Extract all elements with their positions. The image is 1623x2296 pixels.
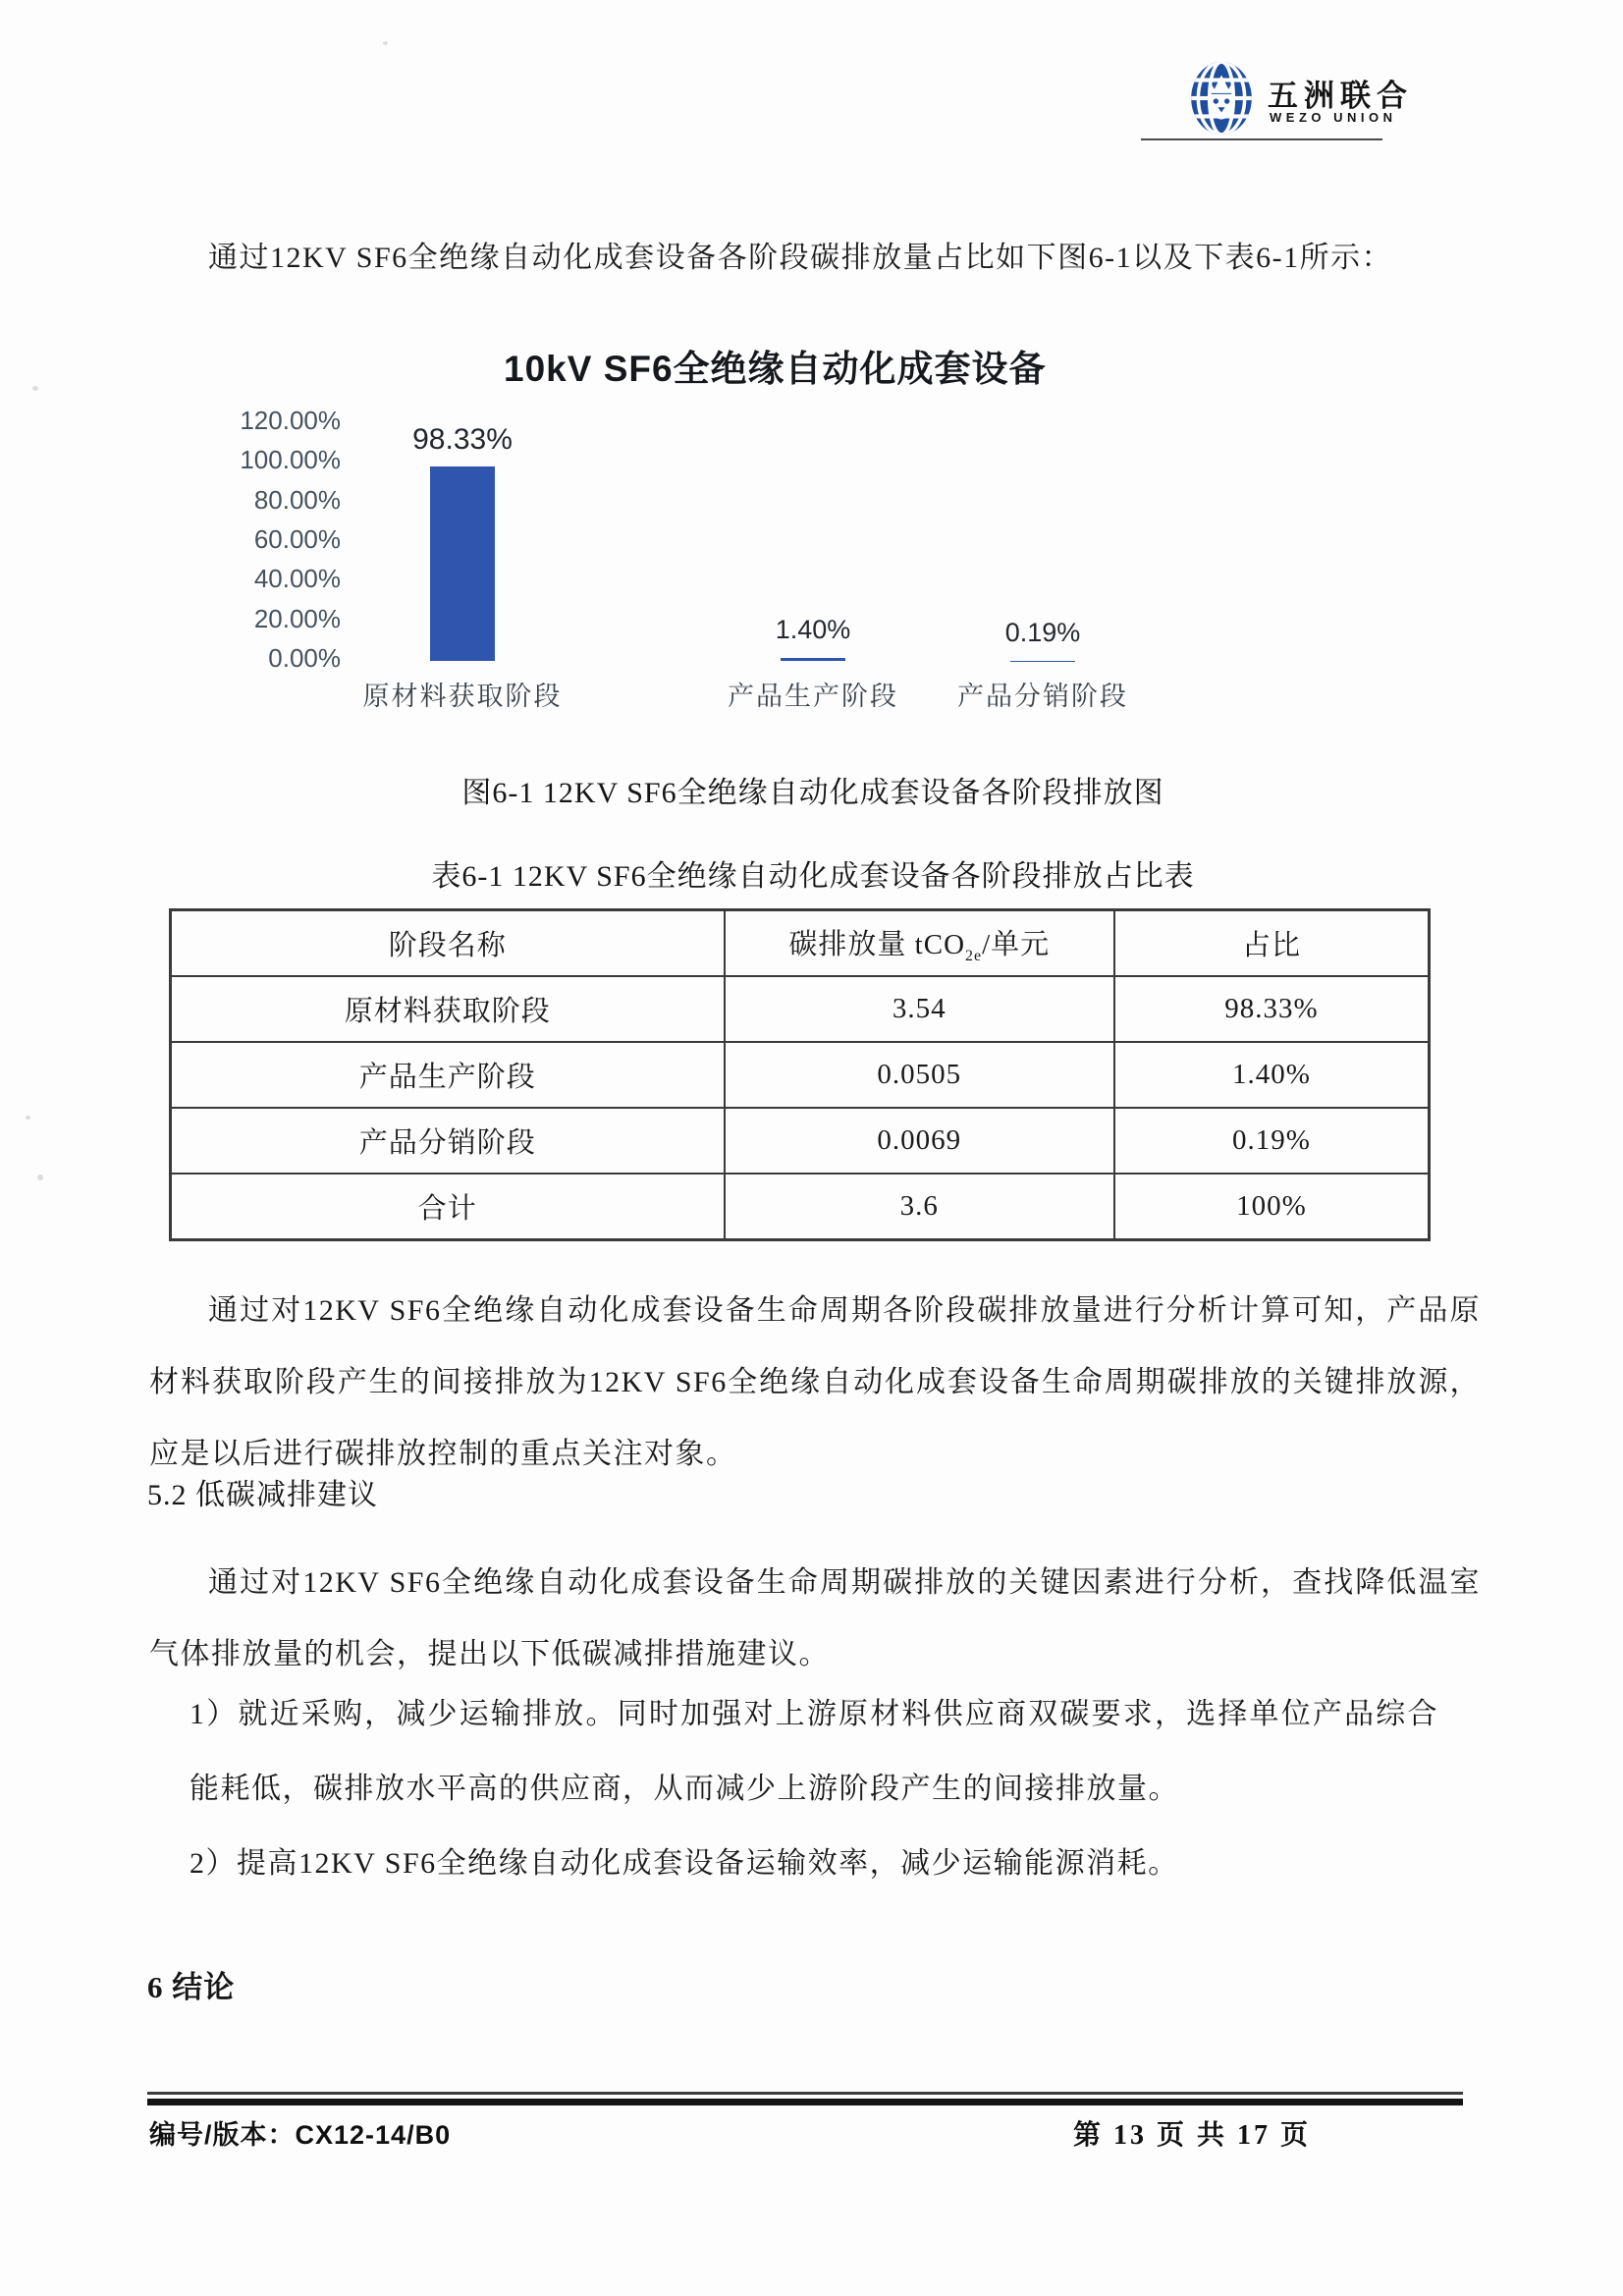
bar (430, 466, 495, 661)
table-row (171, 976, 1430, 1042)
company-logo-name-en: WEZO UNION (1270, 110, 1397, 125)
footer-rule (147, 2092, 1463, 2105)
y-tick-label: 40.00% (253, 564, 341, 594)
chart-title: 10kV SF6全绝缘自动化成套设备 (504, 349, 1047, 389)
category-label: 产品生产阶段 (728, 682, 898, 711)
footer-doc-number: 编号/版本：CX12-14/B0 (149, 2120, 452, 2150)
scan-speck (26, 1116, 30, 1120)
header-stage: 阶段名称 (171, 910, 725, 977)
footer-page-number: 第 13 页 共 17 页 (1073, 2120, 1312, 2151)
bar-value-label: 0.19% (1004, 617, 1081, 647)
bar-value-label: 98.33% (412, 422, 513, 456)
y-tick-label: 120.00% (240, 406, 341, 435)
table-caption: 表6-1 12KV SF6全绝缘自动化成套设备各阶段排放占比表 (431, 860, 1195, 893)
table-row (171, 1108, 1430, 1174)
scan-speck (32, 386, 38, 391)
category-label: 产品分销阶段 (957, 682, 1128, 711)
logo-underline (1141, 138, 1382, 140)
y-tick-label: 0.00% (268, 642, 341, 673)
y-tick-label: 80.00% (253, 484, 341, 515)
header-emission-sub: 2e (965, 947, 983, 964)
bar-value-label: 1.40% (775, 615, 851, 645)
table-row (171, 1042, 1430, 1108)
table-cell: 原材料获取阶段 (171, 976, 725, 1042)
scan-speck (37, 1175, 43, 1180)
section-heading-52: 5.2 低碳减排建议 (147, 1479, 378, 1511)
y-tick-label: 20.00% (253, 603, 341, 633)
table-cell: 3.54 (725, 976, 1114, 1042)
y-tick-label: 100.00% (240, 445, 341, 475)
scan-speck (383, 41, 388, 45)
header-share: 占比 (1114, 910, 1430, 977)
emissions-table (169, 908, 1431, 1241)
list-item: 1）就近采购，减少运输排放。同时加强对上游原材料供应商双碳要求，选择单位产品综合能耗低，碳排放水平高的供应商，从而减少上游阶段产生的间接排放量。 (189, 1698, 1438, 1805)
table-cell: 98.33% (1114, 976, 1430, 1042)
header-emission-suffix: /单元 (982, 928, 1051, 960)
list-item: 2）提高12KV SF6全绝缘自动化成套设备运输效率，减少运输能源消耗。 (189, 1847, 1179, 1880)
section-heading-6: 6 结论 (147, 1970, 236, 2004)
table-header-row (171, 910, 1430, 977)
paragraph-suggestion-intro: 通过对12KV SF6全绝缘自动化成套设备生命周期碳排放的关键因素进行分析，查找降低温室气体排放量的机会，提出以下低碳减排措施建议。 (149, 1566, 1481, 1670)
table-cell: 1.40% (1114, 1042, 1430, 1108)
table-cell: 0.0505 (725, 1042, 1114, 1108)
table-cell: 100% (1114, 1174, 1430, 1240)
table-cell: 合计 (171, 1174, 725, 1240)
figure-caption: 图6-1 12KV SF6全绝缘自动化成套设备各阶段排放图 (461, 777, 1164, 809)
bar (781, 658, 845, 661)
table-cell: 3.6 (725, 1174, 1114, 1240)
emissions-table-body (171, 976, 1430, 1240)
header-emission-prefix: 碳排放量 tCO (788, 928, 966, 960)
bar-chart-figure (147, 329, 1247, 732)
table-cell: 产品生产阶段 (171, 1042, 725, 1108)
suggestion-list (189, 1677, 1438, 1901)
table-row (171, 1174, 1430, 1240)
paragraph-analysis: 通过对12KV SF6全绝缘自动化成套设备生命周期各阶段碳排放量进行分析计算可知，产品原材料获取阶段产生的间接排放为12KV SF6全绝缘自动化成套设备生命周期碳排放的关键排放源，应是以后进行碳排放控制的重点关注对象。 (149, 1294, 1481, 1470)
category-label: 原材料获取阶段 (362, 682, 563, 711)
table-cell: 产品分销阶段 (171, 1108, 725, 1174)
header-emission (725, 910, 1114, 977)
company-logo-name-cn: 五洲联合 (1268, 79, 1413, 113)
company-logo-globe-icon (1190, 61, 1253, 136)
y-tick-label: 60.00% (253, 523, 341, 554)
paragraph-intro: 通过12KV SF6全绝缘自动化成套设备各阶段碳排放量占比如下图6-1以及下表6-1所示： (208, 242, 1393, 274)
table-cell: 0.0069 (725, 1108, 1114, 1174)
table-cell: 0.19% (1114, 1108, 1430, 1174)
